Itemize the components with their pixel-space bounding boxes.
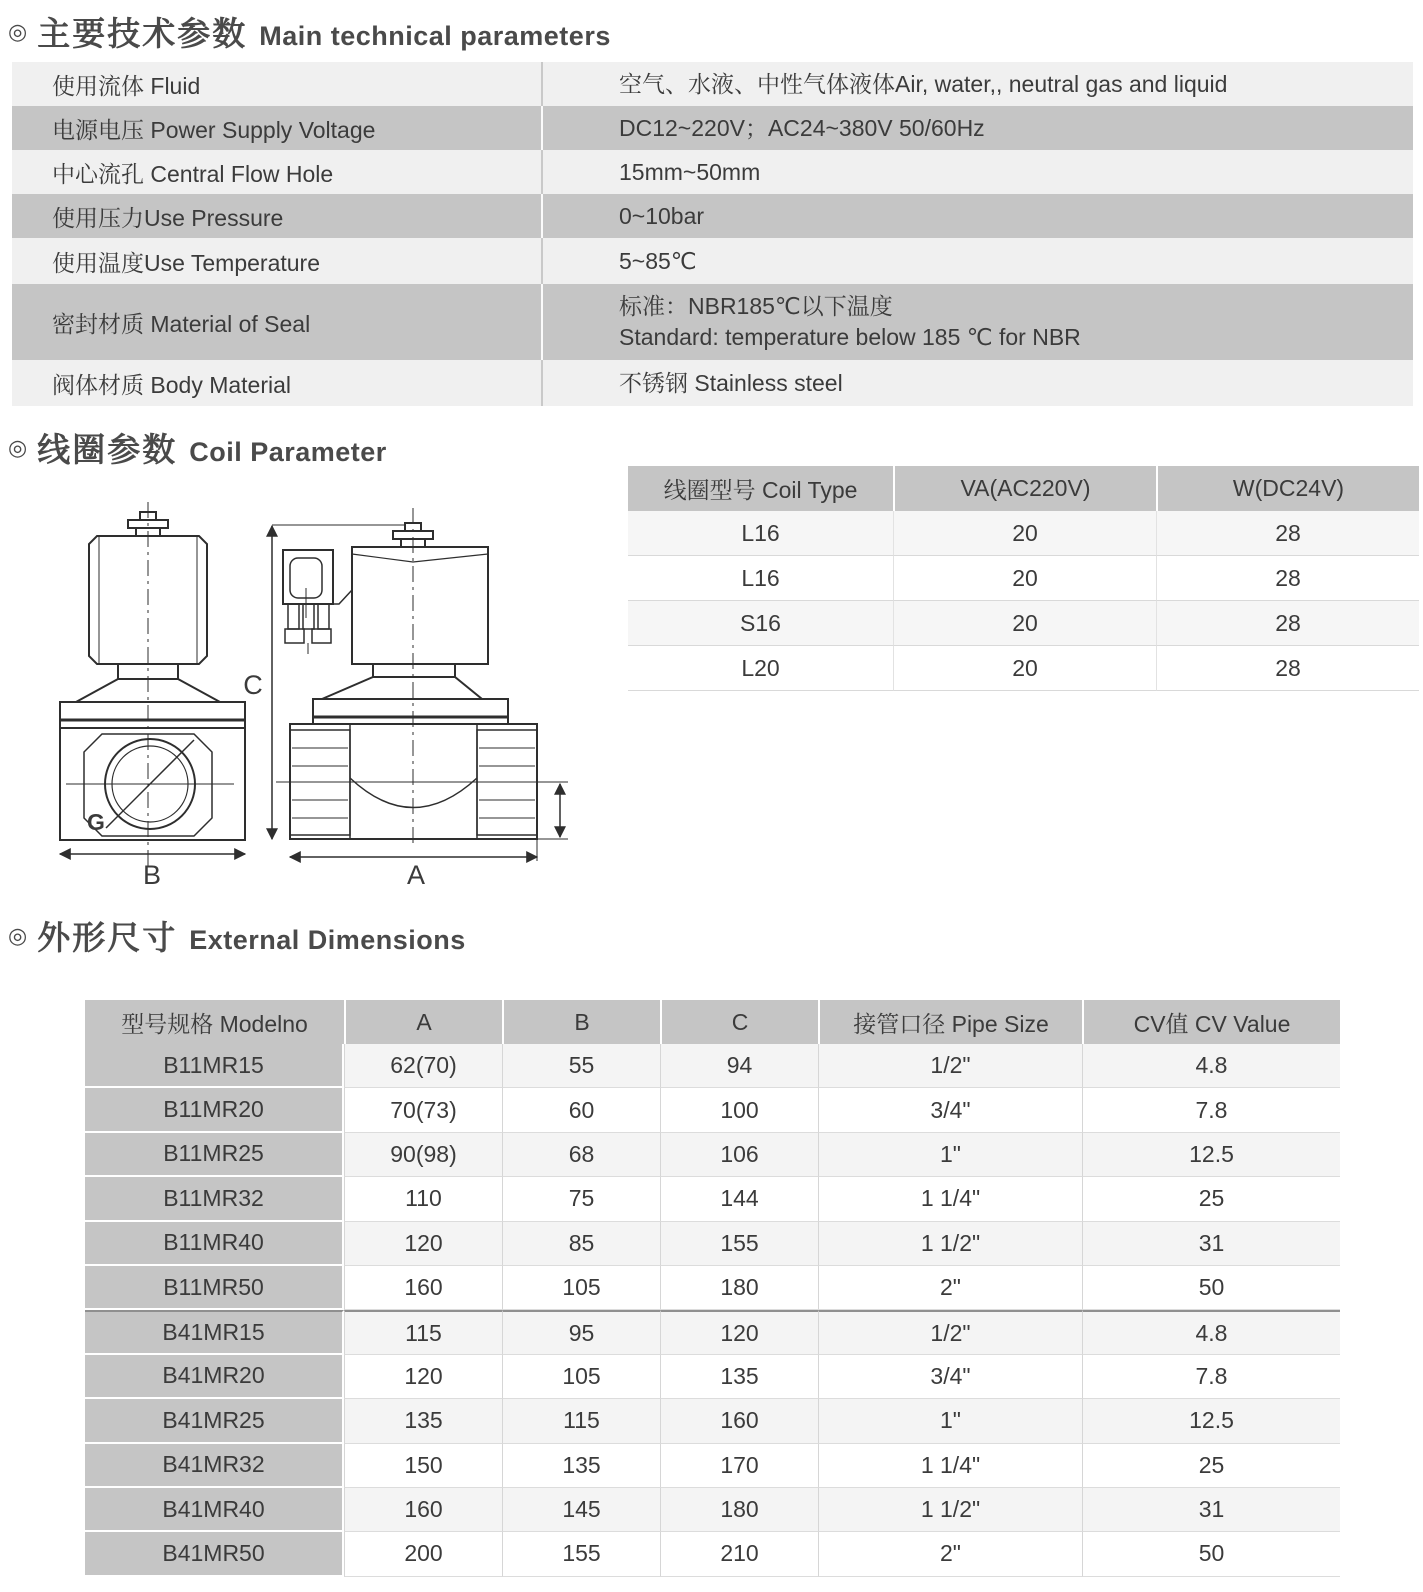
table-header-cell: CV值 CV Value xyxy=(1082,1000,1340,1044)
table-cell: 155 xyxy=(660,1222,818,1266)
section-title-coil-parameter xyxy=(8,424,387,471)
param-value-line: DC12~220V；AC24~380V 50/60Hz xyxy=(619,114,985,141)
table-cell: 3/4" xyxy=(818,1088,1082,1132)
table-cell: 28 xyxy=(1156,601,1419,646)
table-row xyxy=(85,1310,1340,1354)
section-title-main-parameters xyxy=(8,8,611,55)
table-cell: 120 xyxy=(344,1355,502,1399)
section-title-en: External Dimensions xyxy=(189,925,466,955)
table-cell: 31 xyxy=(1082,1222,1340,1266)
table-cell: 3/4" xyxy=(818,1355,1082,1399)
table-header-cell: A xyxy=(344,1000,502,1044)
valve-technical-drawing xyxy=(36,488,596,888)
table-row xyxy=(85,1133,1340,1177)
height-dimension xyxy=(272,525,405,839)
dim-label-a: A xyxy=(406,860,426,888)
table-cell: 28 xyxy=(1156,646,1419,691)
table-cell: 160 xyxy=(344,1266,502,1310)
table-cell: 12.5 xyxy=(1082,1399,1340,1443)
table-cell: 100 xyxy=(660,1088,818,1132)
port-label-g: G xyxy=(87,809,105,835)
table-header-cell: C xyxy=(660,1000,818,1044)
table-cell: 70(73) xyxy=(344,1088,502,1132)
table-cell: 150 xyxy=(344,1444,502,1488)
param-row xyxy=(12,238,1413,284)
table-cell: 31 xyxy=(1082,1488,1340,1532)
table-cell: 200 xyxy=(344,1532,502,1576)
table-cell: 1" xyxy=(818,1133,1082,1177)
table-cell: 20 xyxy=(893,646,1156,691)
table-cell: 145 xyxy=(502,1488,660,1532)
table-header-cell: B xyxy=(502,1000,660,1044)
table-cell: 2" xyxy=(818,1266,1082,1310)
param-row xyxy=(12,194,1413,238)
model-cell: B11MR40 xyxy=(85,1222,344,1266)
coil-parameter-table xyxy=(628,466,1419,691)
table-cell: 135 xyxy=(502,1444,660,1488)
table-cell: 25 xyxy=(1082,1444,1340,1488)
table-cell: 20 xyxy=(893,556,1156,601)
table-cell: 106 xyxy=(660,1133,818,1177)
param-value xyxy=(541,360,1413,406)
param-row xyxy=(12,284,1413,360)
table-cell: 68 xyxy=(502,1133,660,1177)
table-cell: 135 xyxy=(660,1355,818,1399)
table-cell: 7.8 xyxy=(1082,1355,1340,1399)
table-cell: L16 xyxy=(628,556,893,601)
table-row xyxy=(628,601,1419,646)
param-value xyxy=(541,194,1413,238)
table-row xyxy=(628,511,1419,556)
dim-label-b: B xyxy=(142,860,162,888)
table-cell: 28 xyxy=(1156,511,1419,556)
table-cell: 115 xyxy=(502,1399,660,1443)
table-cell: 1 1/4" xyxy=(818,1177,1082,1221)
param-value-line: Standard: temperature below 185 ℃ for NBR xyxy=(619,324,1081,350)
section-title-en: Main technical parameters xyxy=(259,21,611,51)
table-cell: 12.5 xyxy=(1082,1133,1340,1177)
param-row xyxy=(12,62,1413,106)
section-title-zh: 主要技术参数 xyxy=(37,15,248,52)
model-cell: B41MR25 xyxy=(85,1399,344,1443)
main-parameters-table xyxy=(12,62,1413,406)
table-cell: 160 xyxy=(344,1488,502,1532)
param-label: 密封材质 Material of Seal xyxy=(52,310,311,337)
table-cell: 1/2" xyxy=(818,1044,1082,1088)
param-label: 使用流体 Fluid xyxy=(52,72,201,99)
table-row xyxy=(85,1399,1340,1443)
table-cell: 135 xyxy=(344,1399,502,1443)
model-cell: B11MR15 xyxy=(85,1044,344,1088)
param-label: 使用压力Use Pressure xyxy=(52,204,284,231)
param-label: 阀体材质 Body Material xyxy=(52,371,292,398)
table-cell: 55 xyxy=(502,1044,660,1088)
table-row xyxy=(85,1044,1340,1088)
valve-drawing-svg xyxy=(36,488,596,888)
table-row xyxy=(628,556,1419,601)
model-cell: B11MR20 xyxy=(85,1088,344,1132)
table-cell: 85 xyxy=(502,1222,660,1266)
param-value xyxy=(541,106,1413,150)
table-cell: 60 xyxy=(502,1088,660,1132)
table-cell: 20 xyxy=(893,511,1156,556)
table-row xyxy=(85,1222,1340,1266)
table-cell: 28 xyxy=(1156,556,1419,601)
table-cell: 1" xyxy=(818,1399,1082,1443)
bullet-icon: ◎ xyxy=(8,922,28,948)
model-cell: B41MR40 xyxy=(85,1488,344,1532)
table-row xyxy=(85,1266,1340,1310)
table-header-cell: 线圈型号 Coil Type xyxy=(628,466,893,511)
model-cell: B41MR50 xyxy=(85,1532,344,1576)
table-cell: 155 xyxy=(502,1532,660,1576)
valve-side-view xyxy=(276,508,568,861)
table-cell: 1 1/2" xyxy=(818,1222,1082,1266)
table-cell: 25 xyxy=(1082,1177,1340,1221)
table-cell: 180 xyxy=(660,1488,818,1532)
table-row xyxy=(85,1088,1340,1132)
section-title-external-dimensions xyxy=(8,912,466,959)
model-cell: B11MR32 xyxy=(85,1177,344,1221)
table-cell: 1/2" xyxy=(818,1310,1082,1354)
param-label: 使用温度Use Temperature xyxy=(52,249,320,276)
section-title-en: Coil Parameter xyxy=(189,437,387,467)
table-cell: L20 xyxy=(628,646,893,691)
bullet-icon: ◎ xyxy=(8,434,28,460)
param-row xyxy=(12,150,1413,194)
table-cell: 4.8 xyxy=(1082,1310,1340,1354)
table-cell: 110 xyxy=(344,1177,502,1221)
table-cell: S16 xyxy=(628,601,893,646)
table-header-cell: W(DC24V) xyxy=(1156,466,1419,511)
model-cell: B11MR50 xyxy=(85,1266,344,1310)
param-value-line: 不锈钢 Stainless steel xyxy=(619,369,843,396)
table-header-cell: 接管口径 Pipe Size xyxy=(818,1000,1082,1044)
table-cell: 1 1/4" xyxy=(818,1444,1082,1488)
param-value xyxy=(541,150,1413,194)
table-cell: 4.8 xyxy=(1082,1044,1340,1088)
table-cell: 105 xyxy=(502,1266,660,1310)
table-cell: 1 1/2" xyxy=(818,1488,1082,1532)
section-title-zh: 外形尺寸 xyxy=(37,919,178,956)
table-cell: 2" xyxy=(818,1532,1082,1576)
param-label: 中心流孔 Central Flow Hole xyxy=(52,160,334,187)
table-cell: 50 xyxy=(1082,1266,1340,1310)
table-cell: 90(98) xyxy=(344,1133,502,1177)
param-value-line: 5~85℃ xyxy=(619,247,697,274)
table-cell: L16 xyxy=(628,511,893,556)
table-cell: 62(70) xyxy=(344,1044,502,1088)
model-cell: B11MR25 xyxy=(85,1133,344,1177)
model-cell: B41MR32 xyxy=(85,1444,344,1488)
table-row xyxy=(85,1355,1340,1399)
table-row xyxy=(85,1177,1340,1221)
ext-table-header xyxy=(85,1000,1340,1044)
table-header-cell: 型号规格 Modelno xyxy=(85,1000,344,1044)
table-row xyxy=(85,1444,1340,1488)
table-cell: 120 xyxy=(344,1222,502,1266)
table-cell: 210 xyxy=(660,1532,818,1576)
table-cell: 160 xyxy=(660,1399,818,1443)
table-cell: 115 xyxy=(344,1310,502,1354)
dim-label-c: C xyxy=(243,670,263,700)
table-cell: 105 xyxy=(502,1355,660,1399)
table-cell: 144 xyxy=(660,1177,818,1221)
table-cell: 120 xyxy=(660,1310,818,1354)
bullet-icon: ◎ xyxy=(8,18,28,44)
param-label: 电源电压 Power Supply Voltage xyxy=(52,116,376,143)
table-cell: 75 xyxy=(502,1177,660,1221)
table-cell: 95 xyxy=(502,1310,660,1354)
table-cell: 50 xyxy=(1082,1532,1340,1576)
section-title-zh: 线圈参数 xyxy=(37,431,178,468)
table-cell: 20 xyxy=(893,601,1156,646)
model-cell: B41MR20 xyxy=(85,1355,344,1399)
coil-table-header xyxy=(628,466,1419,511)
param-row xyxy=(12,360,1413,406)
table-row xyxy=(628,646,1419,691)
param-value-line: 0~10bar xyxy=(619,202,705,229)
table-row xyxy=(85,1488,1340,1532)
param-value-line: 15mm~50mm xyxy=(619,158,761,185)
param-value xyxy=(541,238,1413,284)
param-value xyxy=(541,284,1413,360)
table-cell: 7.8 xyxy=(1082,1088,1340,1132)
table-cell: 180 xyxy=(660,1266,818,1310)
param-value-line: 空气、水液、中性气体液体Air, water,, neutral gas and liquid xyxy=(619,70,1228,97)
table-header-cell: VA(AC220V) xyxy=(893,466,1156,511)
model-cell: B41MR15 xyxy=(85,1310,344,1354)
param-value-line: 标准：NBR185℃以下温度 xyxy=(619,293,893,319)
table-cell: 170 xyxy=(660,1444,818,1488)
param-row xyxy=(12,106,1413,150)
table-cell: 94 xyxy=(660,1044,818,1088)
param-value xyxy=(541,62,1413,106)
external-dimensions-table xyxy=(85,1000,1340,1577)
table-row xyxy=(85,1532,1340,1576)
